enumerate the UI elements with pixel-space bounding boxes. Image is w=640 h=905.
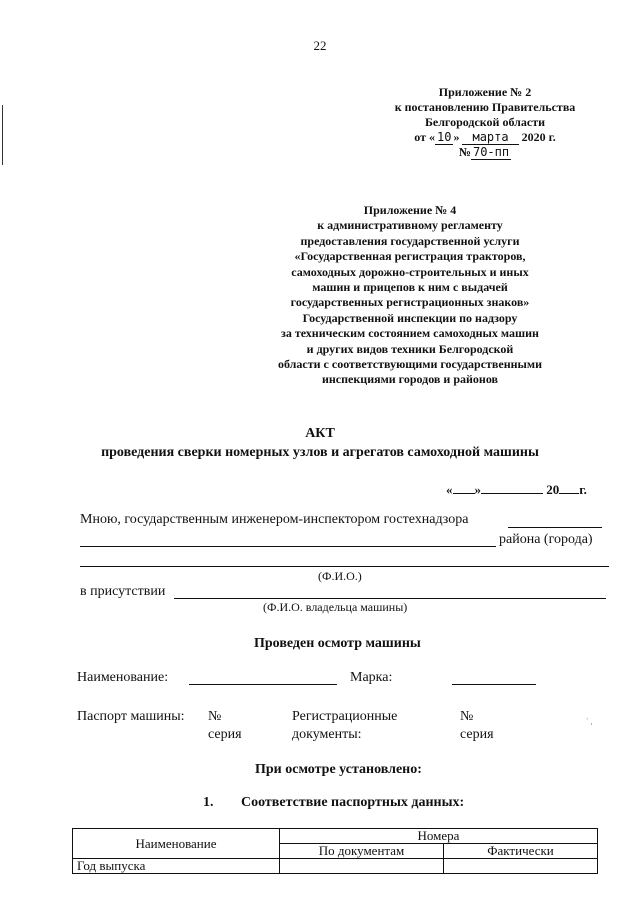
inspector-text: Мною, государственным инженером-инспектором гостехнадзора (80, 512, 469, 527)
header-numbers: Номера (280, 829, 598, 844)
date-day: 10 (437, 130, 452, 144)
row-actual-cell[interactable] (444, 859, 598, 874)
reg-docs-number-sign: № (460, 709, 474, 724)
appendix4-line: инспекциями городов и районов (321, 372, 499, 387)
appendix4-block (240, 203, 580, 388)
section1-title: Соответствие паспортных данных: (241, 795, 465, 810)
appendix4-line: самоходных дорожно-строительных и иных (291, 264, 529, 279)
reg-docs-line2: документы: (292, 727, 362, 742)
appendix4-line: государственных регистрационных знаков» (290, 295, 530, 310)
passport-label: Паспорт машины: (77, 709, 185, 724)
owner-blank[interactable] (174, 598, 606, 599)
district-text: района (города) (499, 532, 593, 547)
act-date-day-blank[interactable] (453, 481, 475, 494)
district-blank[interactable] (80, 546, 496, 547)
appendix4-line: и других видов техники Белгородской (306, 341, 514, 356)
brand-blank[interactable] (452, 684, 536, 685)
appendix4-line: «Государственная регистрация тракторов, (294, 249, 526, 264)
passport-number-sign: № (208, 709, 222, 724)
number-value: 70-пп (472, 145, 510, 159)
page-number: 22 (313, 38, 327, 53)
reg-docs-series-label: серия (460, 727, 494, 742)
brand-label: Марка: (350, 670, 393, 685)
header-name: Наименование (73, 829, 280, 859)
appendix4-line: за техническим состоянием самоходных машин (281, 326, 539, 341)
fio-blank[interactable] (80, 566, 609, 567)
act-date-open: « (446, 482, 453, 497)
appendix4-line: к административному регламенту (317, 218, 503, 233)
presence-text: в присутствии (80, 584, 166, 599)
appendix2-date (360, 130, 610, 145)
appendix2-number (360, 145, 610, 160)
passport-data-table (72, 828, 598, 874)
fio-label: (Ф.И.О.) (318, 569, 362, 583)
act-date (446, 481, 587, 498)
section1-number: 1. (203, 795, 214, 810)
name-label: Наименование: (77, 670, 169, 685)
scan-edge-mark (2, 105, 3, 165)
header-by-docs: По документам (280, 844, 444, 859)
appendix4-line: области с соответствующими государственными (277, 357, 543, 372)
row-by-docs-cell[interactable] (280, 859, 444, 874)
reg-docs-line1: Регистрационные (292, 709, 398, 724)
established-heading: При осмотре установлено: (255, 762, 422, 777)
act-title: АКТ (305, 426, 335, 441)
act-date-year: 20 (546, 482, 560, 497)
header-actual: Фактически (444, 844, 598, 859)
appendix2-line1: к постановлению Правительства (394, 100, 576, 114)
date-prefix: от « (414, 130, 436, 144)
table-row (73, 859, 598, 874)
inspection-heading: Проведен осмотр машины (254, 636, 421, 651)
scan-specks: ` , (586, 717, 593, 726)
appendix4-line: машин и прицепов к ним с выдачей (312, 280, 508, 295)
date-month: марта (462, 130, 518, 145)
date-mid: » (453, 130, 460, 144)
passport-series-label: серия (208, 727, 242, 742)
appendix2-title: Приложение № 2 (438, 85, 532, 99)
appendix4-line: Государственной инспекции по надзору (302, 310, 518, 325)
act-date-year-blank[interactable] (559, 481, 579, 494)
appendix4-line: Приложение № 4 (363, 203, 457, 217)
name-blank[interactable] (189, 684, 337, 685)
act-date-month-blank[interactable] (481, 481, 543, 494)
number-prefix: № (458, 145, 471, 159)
owner-label: (Ф.И.О. владельца машины) (263, 600, 408, 614)
appendix2-block (360, 85, 610, 160)
inspector-blank[interactable] (508, 527, 602, 528)
date-year: 2020 г. (521, 130, 556, 144)
act-date-suffix: г. (579, 482, 587, 497)
act-date-close: » (474, 482, 481, 497)
act-subtitle: проведения сверки номерных узлов и агрегатов самоходной машины (101, 445, 539, 460)
appendix2-line2: Белгородской области (424, 115, 546, 129)
appendix4-line: предоставления государственной услуги (300, 233, 520, 248)
row-label: Год выпуска (73, 859, 280, 874)
